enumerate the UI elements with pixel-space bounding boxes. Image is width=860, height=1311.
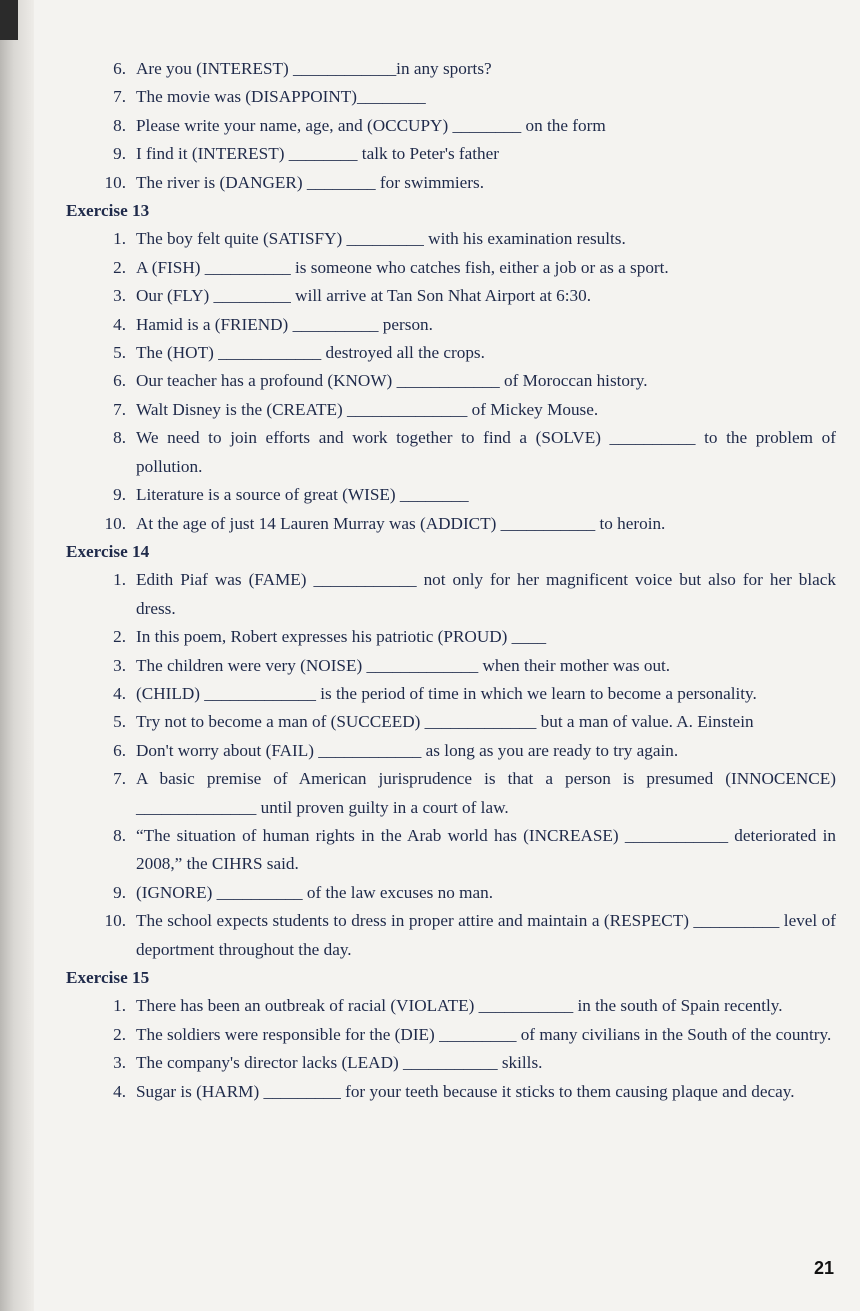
item-number: 6 . (90, 55, 126, 83)
item-text: Are you (INTEREST) ____________in any sports? (136, 59, 492, 78)
item-number: 5 . (90, 339, 126, 367)
item-number: 1 . (90, 566, 126, 594)
exercise-item (66, 623, 836, 651)
exercise-item (66, 169, 836, 197)
item-text: I find it (INTEREST) ________ talk to Peter's father (136, 144, 500, 164)
exercise-item (66, 55, 836, 83)
item-number: 4 . (90, 311, 126, 339)
item-number: 5 . (90, 708, 126, 736)
item-number: 3 . (90, 652, 126, 680)
item-text: The river is (DANGER) ________ for swimmiers. (136, 172, 484, 192)
item-text: Sugar is (HARM) _________ for your teeth because it sticks to them causing plaque and decay. (136, 1081, 795, 1101)
item-text: At the age of just 14 Lauren Murray was (ADDICT) ___________ to heroin. (136, 513, 666, 533)
item-number: 1 . (90, 992, 126, 1020)
item-number: 6 . (90, 367, 126, 395)
item-number: 7 . (90, 83, 126, 111)
exercise-item (66, 992, 836, 1020)
exercise-content (66, 55, 836, 1106)
item-text: Our teacher has a profound (KNOW) ____________ of Moroccan history. (136, 371, 648, 391)
exercise-13 (66, 197, 836, 538)
item-number: 10 . (90, 907, 126, 935)
item-number: 7 . (90, 765, 126, 793)
exercise-heading: Exercise 15 (66, 968, 150, 987)
item-number: 6 . (90, 737, 126, 765)
item-number: 9 . (90, 481, 126, 509)
exercise-item (66, 367, 836, 395)
exercise-item (66, 510, 836, 538)
exercise-item (66, 1078, 836, 1106)
exercise-item (66, 254, 836, 282)
item-text: The school expects students to dress in proper attire and maintain a (RESPECT) __________ level of deportment throughout the day. (136, 911, 836, 959)
item-text: (CHILD) _____________ is the period of time in which we learn to become a personality. (136, 683, 757, 703)
item-number: 8 . (90, 112, 126, 140)
exercise-item (66, 566, 836, 623)
item-number: 8 . (90, 822, 126, 850)
item-text: The children were very (NOISE) _____________ when their mother was out. (136, 655, 671, 675)
item-text: A basic premise of American jurisprudence is that a person is presumed (INNOCENCE) ______________ until proven guilty in a court of law. (136, 769, 836, 817)
item-text: Try not to become a man of (SUCCEED) _____________ but a man of value. A. Einstein (136, 712, 754, 732)
item-number: 3 . (90, 1049, 126, 1077)
exercise-item (66, 1049, 836, 1077)
exercise-heading: Exercise 13 (66, 201, 150, 221)
item-text: There has been an outbreak of racial (VIOLATE) ___________ in the south of Spain recently. (136, 996, 783, 1016)
item-text: We need to join efforts and work together to find a (SOLVE) __________ to the problem of pollution. (136, 428, 836, 476)
item-text: Don't worry about (FAIL) ____________ as long as you are ready to try again. (136, 740, 679, 760)
item-number: 10 . (90, 510, 126, 538)
page-number: 21 (813, 1258, 834, 1278)
exercise-item (66, 765, 836, 822)
exercise-item (66, 708, 836, 736)
item-text: Edith Piaf was (FAME) ____________ not only for her magnificent voice but also for her black dress. (136, 570, 836, 618)
exercise-item (66, 140, 836, 168)
exercise-item (66, 737, 836, 765)
exercise-item (66, 225, 836, 253)
item-number: 8 . (90, 424, 126, 452)
exercise-item (66, 822, 836, 879)
item-text: Our (FLY) _________ will arrive at Tan Son Nhat Airport at 6:30. (136, 286, 592, 306)
exercise-item (66, 83, 836, 111)
item-text: “The situation of human rights in the Arab world has (INCREASE) ____________ deteriorated in 2008,” the CIHRS said. (136, 825, 836, 874)
item-text: In this poem, Robert expresses his patriotic (PROUD) ____ (136, 627, 547, 647)
item-text: Walt Disney is the (CREATE) ______________ of Mickey Mouse. (136, 399, 599, 419)
item-number: 3 . (90, 282, 126, 310)
exercise-12-continuation (66, 55, 836, 197)
exercise-14 (66, 538, 836, 964)
item-number: 4 . (90, 680, 126, 708)
item-text: Please write your name, age, and (OCCUPY) ________ on the form (136, 115, 606, 135)
item-number: 10 . (90, 169, 126, 197)
item-number: 2 . (90, 1021, 126, 1049)
exercise-item (66, 680, 836, 708)
exercise-item (66, 339, 836, 367)
item-text: The soldiers were responsible for the (DIE) _________ of many civilians in the South of the country. (136, 1024, 832, 1044)
page-corner-mark (0, 0, 18, 40)
item-number: 2 . (90, 254, 126, 282)
item-number: 9 . (90, 879, 126, 907)
exercise-item (66, 282, 836, 310)
item-number: 7 . (90, 396, 126, 424)
item-text: A (FISH) __________ is someone who catches fish, either a job or as a sport. (136, 257, 669, 277)
exercise-item (66, 112, 836, 140)
item-text: The movie was (DISAPPOINT)________ (136, 87, 426, 107)
exercise-item (66, 311, 836, 339)
exercise-item (66, 396, 836, 424)
item-number: 4 . (90, 1078, 126, 1106)
item-text: The company's director lacks (LEAD) ___________ skills. (136, 1053, 543, 1073)
exercise-item (66, 652, 836, 680)
item-number: 9 . (90, 140, 126, 168)
book-spine-shadow (0, 0, 34, 1311)
item-text: The (HOT) ____________ destroyed all the crops. (136, 343, 485, 363)
exercise-item (66, 879, 836, 907)
exercise-item (66, 907, 836, 964)
item-text: The boy felt quite (SATISFY) _________ with his examination results. (136, 229, 626, 249)
exercise-item (66, 481, 836, 509)
item-number: 1 . (90, 225, 126, 253)
item-text: Hamid is a (FRIEND) __________ person. (136, 314, 433, 334)
exercise-item (66, 424, 836, 481)
item-text: Literature is a source of great (WISE) ________ (136, 485, 469, 505)
item-text: (IGNORE) __________ of the law excuses no man. (136, 882, 494, 902)
item-number: 2 . (90, 623, 126, 651)
exercise-heading: Exercise 14 (66, 541, 150, 561)
exercise-15 (66, 964, 836, 1106)
exercise-item (66, 1021, 836, 1049)
